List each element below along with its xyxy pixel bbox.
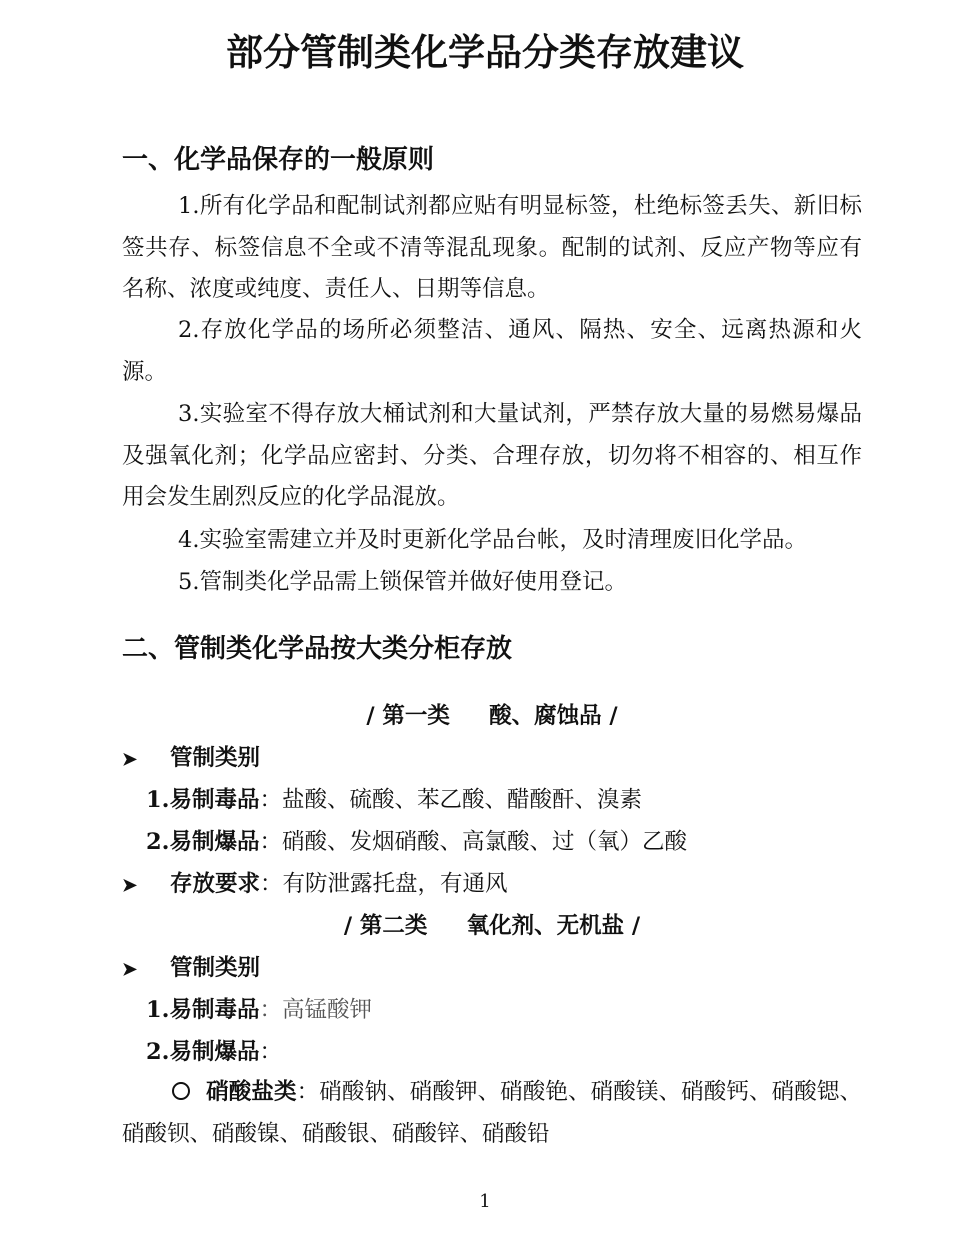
class1-heading: / 第一类 酸、腐蚀品 / xyxy=(366,703,618,729)
section2-heading: 二、管制类化学品按大类分柜存放 xyxy=(122,634,513,664)
principle-4: 4.实验室需建立并及时更新化学品台帐，及时清理废旧化学品。 xyxy=(178,527,807,553)
class1-explosive-items: ：硝酸、发烟硝酸、高氯酸、过（氧）乙酸 xyxy=(259,829,688,855)
page-number: 1 xyxy=(479,1191,491,1212)
class2-explosive-items: ： xyxy=(259,1039,283,1065)
class1-storage-text: ：有防泄露托盘，有通风 xyxy=(260,871,508,897)
class2-category-row xyxy=(122,950,260,988)
class2-toxic-items: ：高锰酸钾 xyxy=(259,997,373,1023)
arrow-bullet-icon: ➤ xyxy=(122,749,138,770)
class1-category-row xyxy=(122,740,260,778)
class1-category-label: 管制类别 xyxy=(170,745,261,771)
principle-3: 3.实验室不得存放大桶试剂和大量试剂，严禁存放大量的易燃易爆品及强氧化剂；化学品应密封、分类、合理存放，切勿将不相容的、相互作用会发生剧烈反应的化学品混放。 xyxy=(122,401,862,511)
principle-1: 1.所有化学品和配制试剂都应贴有明显标签，杜绝标签丢失、新旧标签共存、标签信息不全或不清等混乱现象。配制的试剂、反应产物等应有名称、浓度或纯度、责任人、日期等信息。 xyxy=(122,193,862,303)
class2-toxic-row xyxy=(146,992,372,1028)
class1-storage-label: 存放要求 xyxy=(170,871,261,897)
class1-storage-row xyxy=(122,866,508,904)
class2-heading: / 第二类 氧化剂、无机盐 / xyxy=(343,913,641,939)
class1-toxic-items: ：盐酸、硫酸、苯乙酸、醋酸酐、溴素 xyxy=(259,787,643,813)
arrow-bullet-icon: ➤ xyxy=(122,875,138,896)
class1-explosive-row xyxy=(146,824,687,860)
class1-toxic-label: 1.易制毒品 xyxy=(146,787,260,813)
class2-toxic-label: 1.易制毒品 xyxy=(146,997,260,1023)
class2-explosive-label: 2.易制爆品 xyxy=(146,1039,260,1065)
class1-explosive-label: 2.易制爆品 xyxy=(146,829,260,855)
circle-bullet-icon xyxy=(172,1082,190,1100)
class2-explosive-row xyxy=(146,1034,282,1070)
class1-toxic-row xyxy=(146,782,642,818)
class2-nitrate-label: 硝酸盐类 xyxy=(206,1079,297,1105)
class2-nitrate-paragraph xyxy=(122,1072,862,1155)
arrow-bullet-icon: ➤ xyxy=(122,959,138,980)
class2-nitrate-items: ：硝酸钠、硝酸钾、硝酸铯、硝酸镁、硝酸钙、硝酸锶、硝酸钡、硝酸镍、硝酸银、硝酸锌、硝酸铅 xyxy=(122,1079,862,1147)
document-title: 部分管制类化学品分类存放建议 xyxy=(226,30,744,74)
section1-heading: 一、化学品保存的一般原则 xyxy=(122,145,435,175)
class2-category-label: 管制类别 xyxy=(170,955,261,981)
principle-5: 5.管制类化学品需上锁保管并做好使用登记。 xyxy=(178,569,627,595)
principle-2: 2.存放化学品的场所必须整洁、通风、隔热、安全、远离热源和火源。 xyxy=(122,317,862,385)
